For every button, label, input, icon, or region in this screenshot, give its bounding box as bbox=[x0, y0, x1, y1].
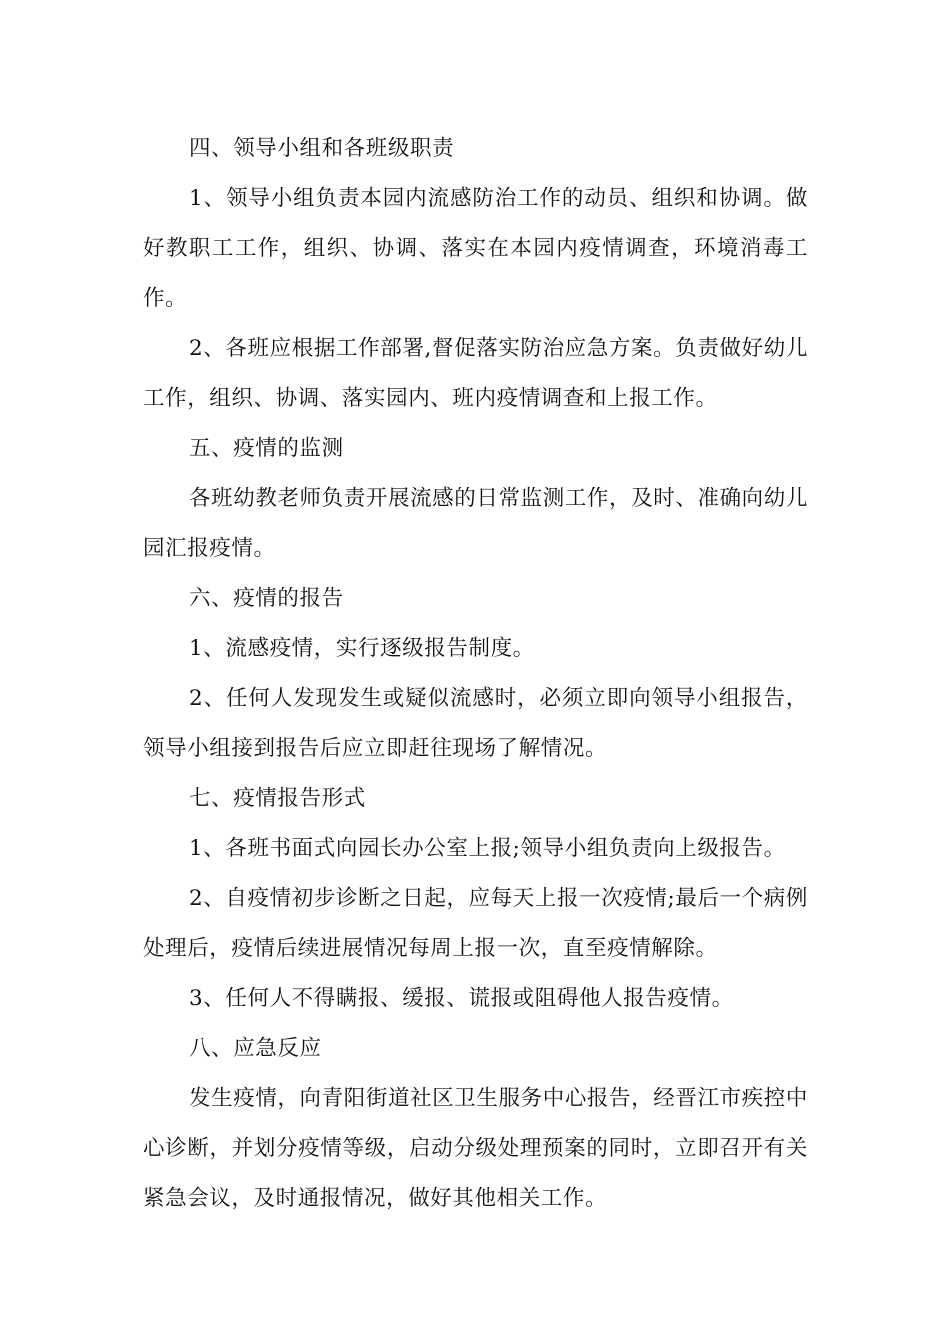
paragraph-report-form-1: 1、各班书面式向园长办公室上报;领导小组负责向上级报告。 bbox=[189, 836, 786, 861]
paragraph-report-form-3: 3、任何人不得瞒报、缓报、谎报或阻碍他人报告疫情。 bbox=[189, 986, 734, 1011]
section-heading-reporting: 六、疫情的报告 bbox=[189, 586, 344, 611]
paragraph-leadership-duty-1: 1、领导小组负责本园内流感防治工作的动员、组织和协调。做好教职工工作，组织、协调、落实在本园内疫情调查，环境消毒工作。 bbox=[143, 186, 808, 311]
paragraph-reporting-1: 1、流感疫情，实行逐级报告制度。 bbox=[189, 636, 535, 661]
document-body bbox=[143, 124, 808, 1224]
paragraph-report-form-2: 2、自疫情初步诊断之日起，应每天上报一次疫情;最后一个病例处理后，疫情后续进展情况每周上报一次，直至疫情解除。 bbox=[143, 886, 808, 961]
section-heading-report-form: 七、疫情报告形式 bbox=[189, 786, 366, 811]
section-heading-emergency: 八、应急反应 bbox=[189, 1036, 322, 1061]
section-heading-monitoring: 五、疫情的监测 bbox=[189, 436, 344, 461]
paragraph-leadership-duty-2: 2、各班应根据工作部署,督促落实防治应急方案。负责做好幼儿工作，组织、协调、落实园内、班内疫情调查和上报工作。 bbox=[143, 336, 808, 411]
paragraph-emergency: 发生疫情，向青阳街道社区卫生服务中心报告，经晋江市疾控中心诊断，并划分疫情等级，启动分级处理预案的同时，立即召开有关紧急会议，及时通报情况，做好其他相关工作。 bbox=[143, 1086, 808, 1211]
paragraph-reporting-2: 2、任何人发现发生或疑似流感时，必须立即向领导小组报告，领导小组接到报告后应立即赶往现场了解情况。 bbox=[143, 686, 808, 761]
paragraph-monitoring: 各班幼教老师负责开展流感的日常监测工作，及时、准确向幼儿园汇报疫情。 bbox=[143, 486, 808, 561]
section-heading-leadership: 四、领导小组和各班级职责 bbox=[189, 136, 455, 161]
